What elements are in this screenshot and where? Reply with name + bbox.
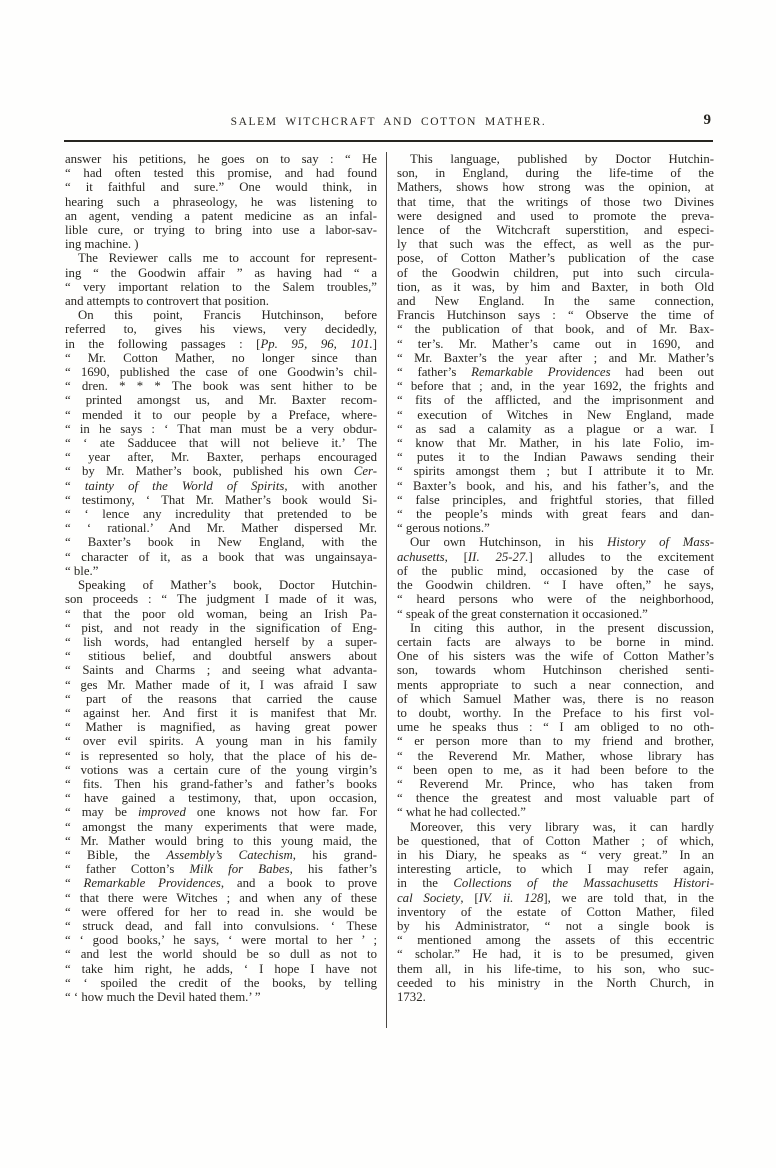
text-line: “ struck dead, and fall into convulsions. ‘ These: [65, 918, 377, 933]
left-column: [65, 152, 377, 1004]
text-line: “ amongst the many experiments that were made,: [65, 819, 377, 834]
text-line: “ gerous notions.”: [397, 521, 490, 536]
text-line: “ ‘ ate Sadducee that will not believe it.’ The: [65, 436, 377, 451]
text-line: “ very important relation to the Salem troubles,”: [65, 279, 377, 294]
text-line: “ spirits amongst them ; but I attribute it to Mr.: [397, 464, 714, 479]
text-line: that time, that the writings of those two Divines: [397, 194, 714, 209]
text-line: “ printed amongst us, and Mr. Baxter recom-: [65, 393, 377, 408]
text-line: ceeded to his ministry in the North Church, in: [397, 975, 714, 990]
text-line: The Reviewer calls me to account for represent-: [78, 251, 377, 266]
text-line: inventory of the estate of Cotton Mather, filed: [397, 904, 714, 919]
text-line: “ pist, and not ready in the signification of Eng-: [65, 620, 377, 635]
text-line: and attempts to controvert that position.: [65, 294, 270, 309]
text-line: “ fits. Then his grand-father’s and father’s books: [65, 776, 377, 791]
text-line: Our own Hutchinson, in his History of Mass-: [410, 535, 715, 550]
text-line: the Goodwin children. “ I have often,” he says,: [397, 578, 714, 593]
text-line: ing machine. ): [65, 237, 139, 252]
text-line: “ lish words, had entangled herself by a super-: [65, 634, 377, 649]
text-line: ments appropriate to such a near connection, and: [397, 677, 714, 692]
text-line: “ over evil spirits. A young man in his family: [65, 734, 377, 749]
text-line: “ that the poor old woman, being an Irish Pa-: [65, 606, 377, 621]
text-line: “ Mather is magnified, as having great power: [65, 720, 377, 735]
text-line: “ votions was a certain cure of the young virgin’s: [65, 762, 377, 777]
text-line: “ part of the reasons that carried the cause: [65, 691, 377, 706]
text-line: of the Goodwin children, put into such circula-: [397, 265, 714, 280]
text-line: of which Samuel Mather was, there is no reason: [397, 691, 714, 706]
text-line: son, in England, during the life-time of the: [397, 166, 714, 181]
text-line: One of his sisters was the wife of Cotton Mather’s: [397, 649, 714, 664]
text-line: “ ble.”: [65, 563, 99, 578]
text-line: “ testimony, ‘ That Mr. Mather’s book would Si-: [65, 492, 377, 507]
text-line: hearing such a phraseology, he was listening to: [65, 194, 377, 209]
text-columns: [65, 152, 714, 1028]
text-line: “ against her. And first it is manifest that Mr.: [65, 705, 377, 720]
text-line: “ character of it, as a book that was ungainsaya-: [65, 549, 377, 564]
text-line: Mathers, shows how strong was the opinion, at: [397, 180, 714, 195]
text-line: “ the publication of that book, and of Mr. Bax-: [397, 322, 714, 337]
text-line: “ ‘ lence any incredulity that pretended to be: [65, 507, 377, 522]
text-line: Speaking of Mather’s book, Doctor Hutchin-: [78, 578, 377, 593]
column-divider: [386, 152, 387, 1028]
text-line: This language, published by Doctor Hutchin-: [410, 152, 714, 166]
text-line: “ stitious belief, and doubtful answers about: [65, 649, 377, 664]
text-line: “ as sad a calamity as a plague or a war. I: [397, 421, 714, 436]
text-line: “ before that ; and, in the year 1692, the frights and: [397, 379, 714, 394]
text-line: “ ‘ how much the Devil hated them.’ ”: [65, 989, 261, 1004]
text-line: Francis Hutchinson says : “ Observe the time of: [397, 308, 714, 323]
text-line: be questioned, that of Cotton Mather ; of which,: [397, 833, 714, 848]
text-line: answer his petitions, he goes on to say : “ He: [65, 152, 377, 166]
text-line: “ ‘ rational.’ And Mr. Mather dispersed Mr.: [65, 521, 377, 536]
text-line: “ Mr. Mather would bring to this young maid, the: [65, 833, 377, 848]
text-line: “ ges Mr. Mather made of it, I was afraid I saw: [65, 677, 377, 692]
text-line: lible cure, or trying to bring into use a labor-sav-: [65, 223, 377, 238]
text-line: “ tainty of the World of Spirits, with another: [65, 478, 377, 493]
text-line: “ it faithful and sure.” One would think, in: [65, 180, 377, 195]
text-line: “ fits of the afflicted, and the imprisonment and: [397, 393, 714, 408]
text-line: “ Baxter’s book, and his, and his father’s, and the: [397, 478, 714, 493]
text-line: “ Bible, the Assembly’s Catechism, his grand-: [65, 847, 377, 862]
page-number: 9: [703, 112, 711, 128]
header-rule: [64, 140, 713, 142]
text-line: lence of the Witchcraft superstition, and especi-: [397, 223, 714, 238]
text-line: ing “ the Goodwin affair ” as having had “ a: [65, 265, 377, 280]
text-line: “ Baxter’s book in New England, with the: [65, 535, 377, 550]
text-line: “ speak of the great consternation it occasioned.”: [397, 606, 648, 621]
text-line: “ ‘ spoiled the credit of the books, by telling: [65, 975, 377, 990]
text-line: “ is represented so holy, that the place of his de-: [65, 748, 377, 763]
text-line: “ by Mr. Mather’s book, published his own Cer-: [65, 464, 377, 479]
text-line: cal Society, [IV. ii. 128], we are told that, in the: [397, 890, 714, 905]
text-line: In citing this author, in the present discussion,: [410, 620, 714, 635]
right-column: [397, 152, 714, 1004]
text-line: “ have gained a testimony, that, upon occasion,: [65, 791, 377, 806]
text-line: ume he speaks thus : “ I am obliged to no oth-: [397, 720, 714, 735]
text-line: of the public mind, occasioned by the case of: [397, 563, 714, 578]
text-line: “ had often tested this promise, and had found: [65, 166, 377, 181]
text-line: in his Diary, he speaks as “ very great.” In an: [397, 847, 714, 862]
text-line: “ putes it to the Indian Pawaws sending their: [397, 450, 714, 465]
text-line: “ dren. * * * The book was sent hither to be: [65, 379, 377, 394]
text-line: “ mended it to our people by a Preface, where-: [65, 407, 377, 422]
text-line: “ 1690, published the case of one Goodwin’s chil-: [65, 365, 377, 380]
text-line: Moreover, this very library was, it can hardly: [410, 819, 714, 834]
text-line: “ father’s Remarkable Providences had been out: [397, 365, 714, 380]
text-line: son proceeds : “ The judgment I made of it was,: [65, 592, 377, 607]
text-line: “ Mr. Baxter’s the year after ; and Mr. Mather’s: [397, 350, 714, 365]
text-line: “ scholar.” He had, it is to be presumed, given: [397, 947, 714, 962]
text-line: On this point, Francis Hutchinson, before: [78, 308, 377, 323]
text-line: “ the Reverend Mr. Mather, whose library has: [397, 748, 714, 763]
text-line: “ been open to me, as it had been before to the: [397, 762, 714, 777]
text-line: “ may be improved one knows not how far. For: [65, 805, 378, 820]
text-line: pose, of Cotton Mather’s publication of the case: [397, 251, 714, 266]
text-line: tion, as it was, by him and Baxter, in both Old: [397, 279, 714, 294]
text-line: achusetts, [II. 25-27.] alludes to the excitement: [397, 549, 714, 564]
text-line: by his Administrator, “ not a single book is: [397, 918, 714, 933]
text-line: “ and lest the world should be so dull as not to: [65, 947, 377, 962]
text-line: 1732.: [397, 989, 426, 1004]
text-line: “ ter’s. Mr. Mather’s came out in 1690, and: [397, 336, 714, 351]
text-line: them all, in his life-time, to his son, who suc-: [397, 961, 714, 976]
text-line: an agent, vending a patent medicine as an infal-: [65, 208, 377, 223]
text-line: “ false principles, and frightful stories, that filled: [397, 492, 714, 507]
text-line: “ were offered for her to read in. she would be: [65, 904, 377, 919]
running-title: SALEM WITCHCRAFT AND COTTON MATHER.: [230, 116, 547, 128]
text-line: interesting article, to which I may refer again,: [397, 862, 714, 877]
text-line: “ father Cotton’s Milk for Babes, his father’s: [65, 862, 377, 877]
text-line: “ the people’s minds with great fears and dan-: [397, 507, 714, 522]
text-line: “ mentioned among the assets of this eccentric: [397, 933, 714, 948]
text-line: in the Collections of the Massachusetts Histori-: [397, 876, 714, 891]
text-line: “ take him right, he adds, ‘ I hope I have not: [65, 961, 377, 976]
text-line: and New England. In the same connection,: [397, 294, 714, 309]
text-line: were designed and used to promote the preva-: [397, 208, 714, 223]
text-line: in the following passages : [Pp. 95, 96, 101.]: [65, 336, 377, 351]
text-line: “ Saints and Charms ; and seeing what advanta-: [65, 663, 377, 678]
text-line: “ Mr. Cotton Mather, no longer since than: [65, 350, 377, 365]
text-line: “ Reverend Mr. Prince, who has taken from: [397, 776, 714, 791]
text-line: son, towards whom Hutchinson cherished senti-: [397, 663, 714, 678]
text-line: “ that there were Witches ; and when any of these: [65, 890, 377, 905]
text-line: “ heard persons who were of the neighborhood,: [397, 592, 714, 607]
text-line: “ execution of Witches in New England, made: [397, 407, 714, 422]
text-line: “ er person more than to my friend and brother,: [397, 734, 714, 749]
text-line: ly that such was the effect, as well as the pur-: [397, 237, 714, 252]
text-line: “ Remarkable Providences, and a book to prove: [65, 876, 377, 891]
text-line: “ know that Mr. Mather, in his late Folio, im-: [397, 436, 714, 451]
text-line: referred to, gives his views, very decidedly,: [65, 322, 377, 337]
text-line: “ in he says : ‘ That man must be a very obdur-: [65, 421, 377, 436]
page-header: [64, 112, 713, 134]
text-line: “ year after, Mr. Baxter, perhaps encouraged: [65, 450, 377, 465]
text-line: “ thence the greatest and most valuable part of: [397, 791, 714, 806]
text-line: to doubt, worthy. In the Preface to his first vol-: [397, 705, 714, 720]
text-line: “ ‘ good books,’ he says, ‘ were mortal to her ’ ;: [65, 933, 377, 948]
text-line: certain facts are always to be borne in mind.: [397, 634, 714, 649]
text-line: “ what he had collected.”: [397, 805, 526, 820]
